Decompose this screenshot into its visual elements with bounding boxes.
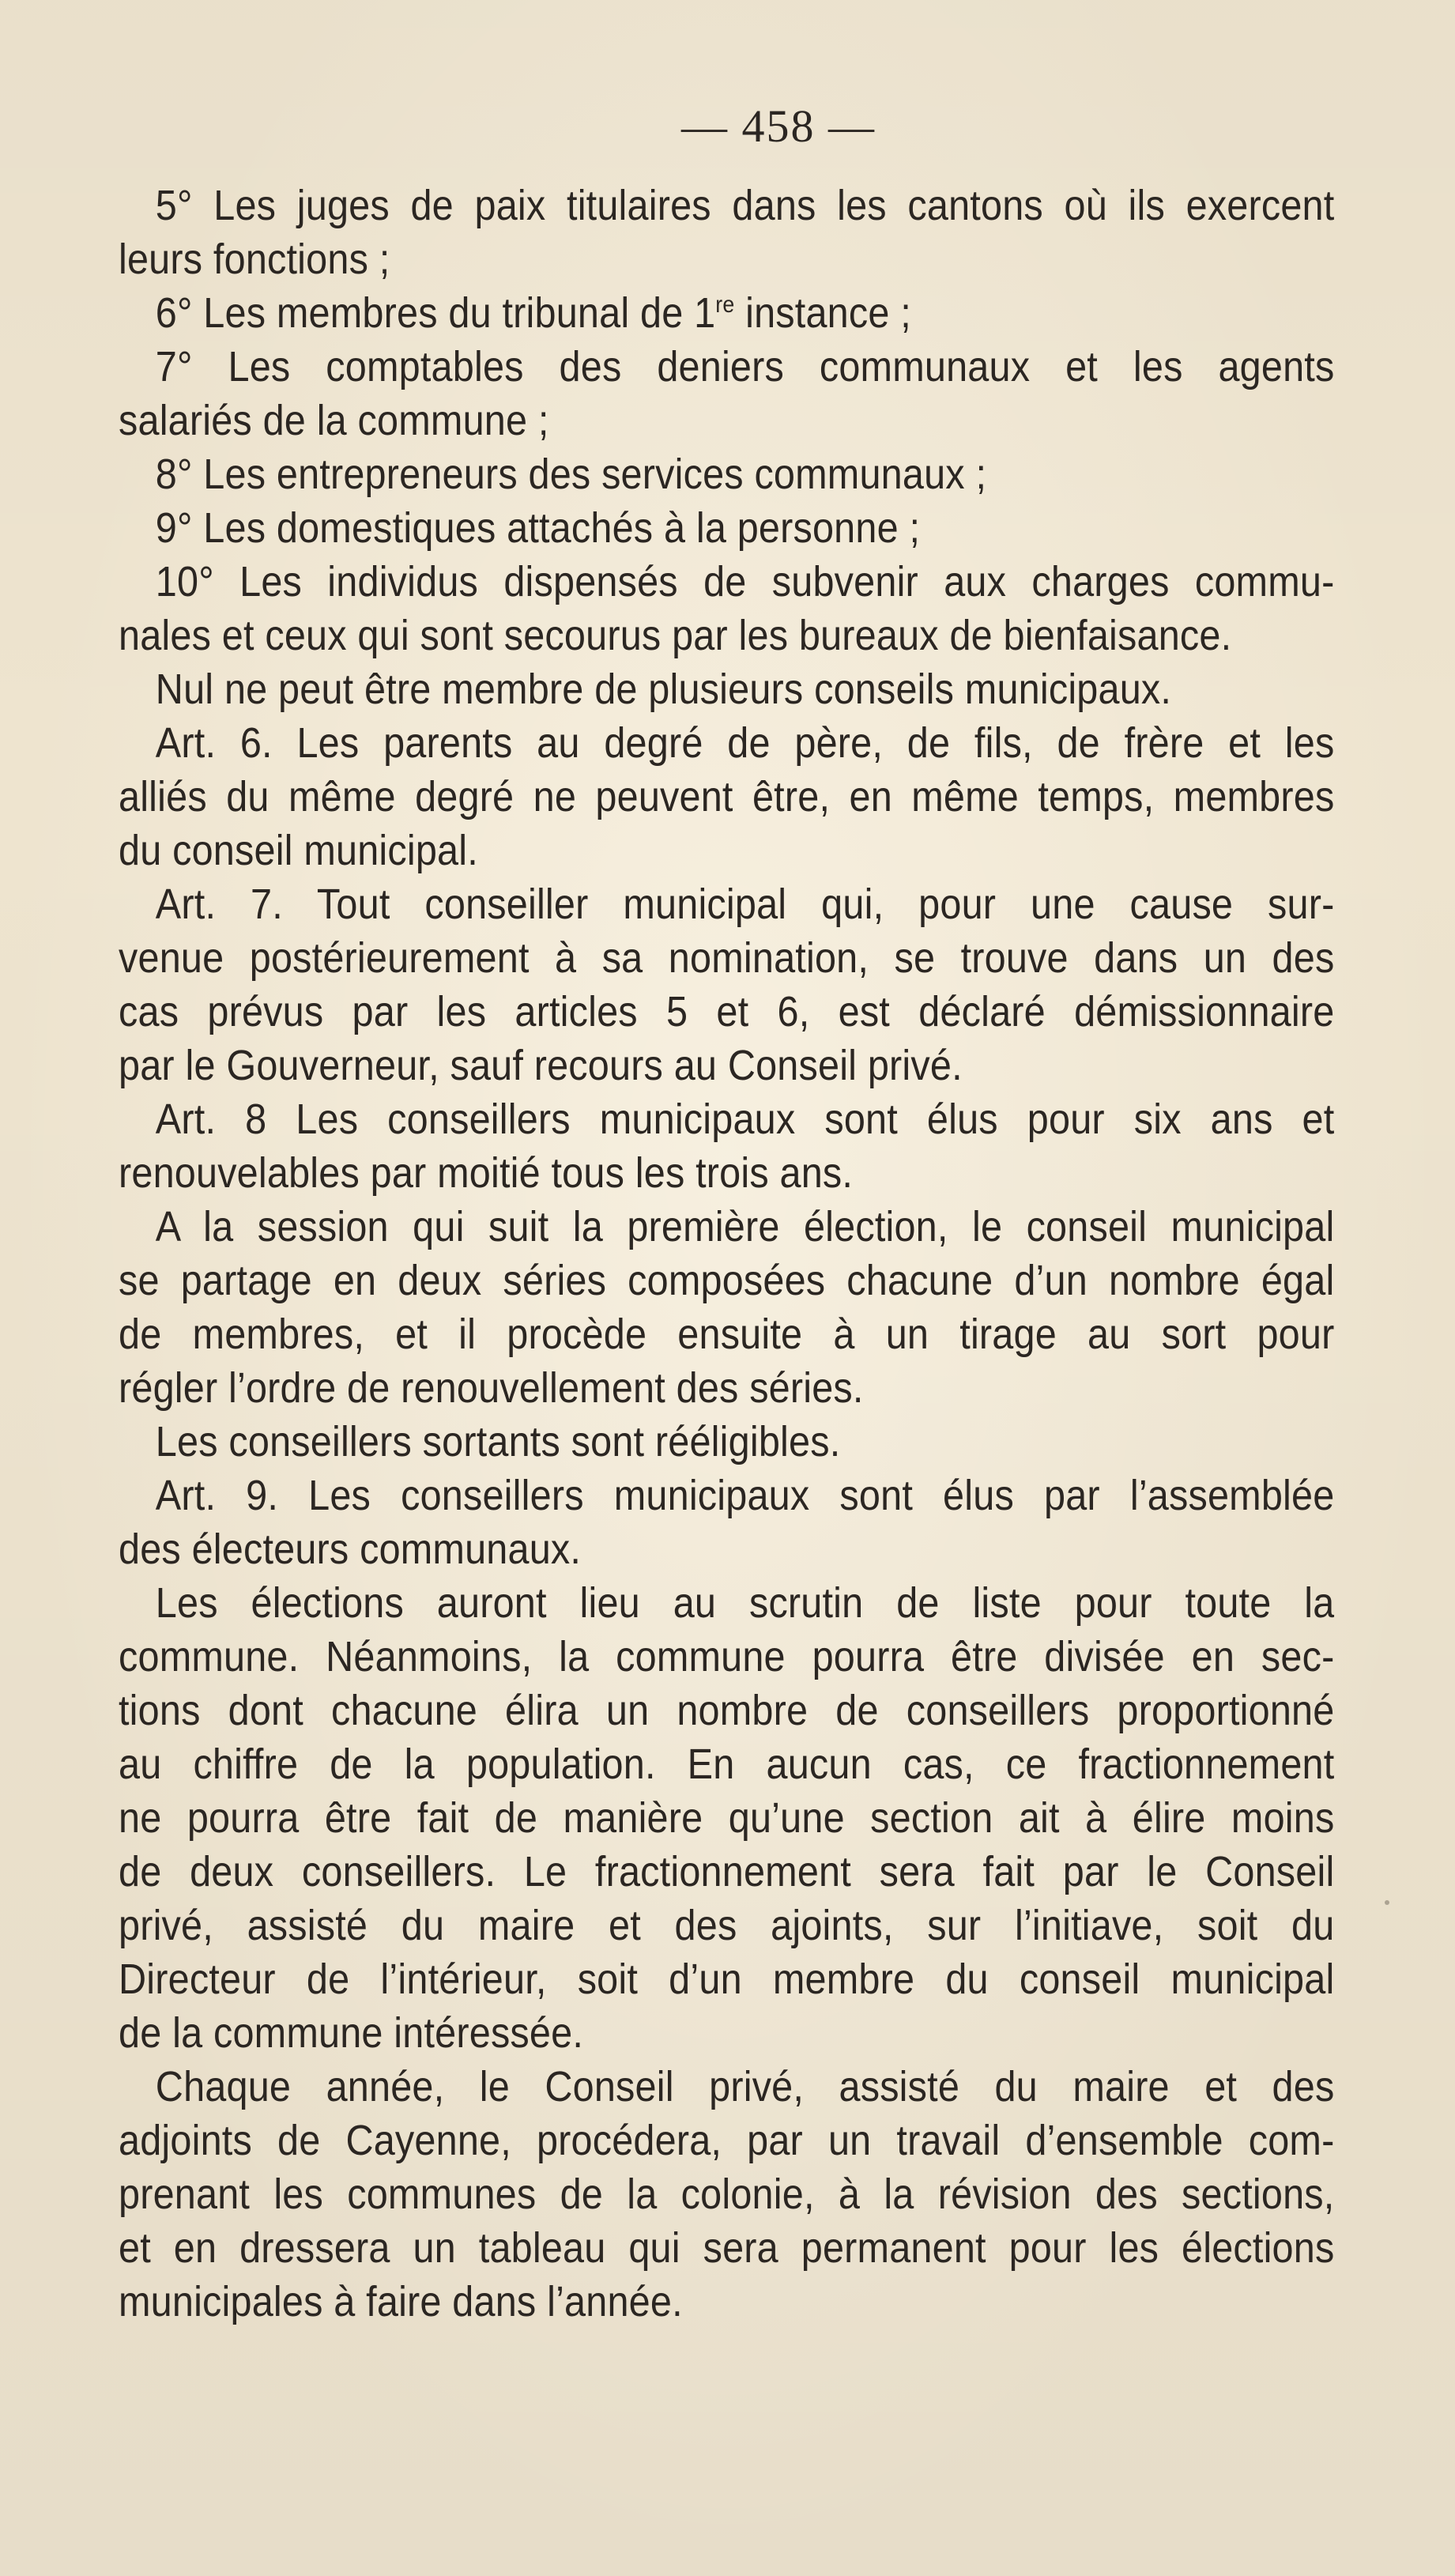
text-line: 5° Les juges de paix titulaires dans les cantons où ils exercent bbox=[155, 182, 1335, 229]
text-line: du conseil municipal. bbox=[119, 827, 478, 874]
text-line: salariés de la commune ; bbox=[119, 397, 549, 444]
text-line: régler l’ordre de renouvellement des séries. bbox=[119, 1364, 864, 1412]
text-line: renouvelables par moitié tous les trois ans. bbox=[119, 1149, 854, 1197]
text-line: Nul ne peut être membre de plusieurs conseils municipaux. bbox=[155, 666, 1172, 713]
text-line: privé, assisté du maire et des ajoints, sur l’initiave, soit du bbox=[119, 1902, 1335, 1949]
text-line: 6° Les membres du tribunal de 1re instance ; bbox=[155, 289, 911, 337]
text-line: Chaque année, le Conseil privé, assisté du maire et des bbox=[155, 2063, 1335, 2110]
body-text bbox=[119, 179, 1336, 2329]
text-line: nales et ceux qui sont secourus par les bureaux de bienfaisance. bbox=[119, 612, 1232, 659]
text-line: Art. 7. Tout conseiller municipal qui, pour une cause sur- bbox=[155, 881, 1335, 928]
text-line: leurs fonctions ; bbox=[119, 236, 390, 283]
text-line: et en dressera un tableau qui sera permanent pour les élections bbox=[119, 2224, 1335, 2272]
text-line: Art. 9. Les conseillers municipaux sont élus par l’assemblée bbox=[155, 1472, 1335, 1519]
text-line: 7° Les comptables des deniers communaux et les agents bbox=[155, 343, 1335, 390]
text-line: Art. 6. Les parents au degré de père, de fils, de frère et les bbox=[155, 719, 1335, 767]
text-line: A la session qui suit la première élection, le conseil municipal bbox=[155, 1203, 1335, 1250]
text-line: adjoints de Cayenne, procédera, par un travail d’ensemble com- bbox=[119, 2117, 1335, 2164]
text-line: 9° Les domestiques attachés à la personne ; bbox=[155, 504, 921, 552]
text-line: ne pourra être fait de manière qu’une section ait à élire moins bbox=[119, 1794, 1335, 1842]
text-line: commune. Néanmoins, la commune pourra être divisée en sec- bbox=[119, 1633, 1335, 1680]
text-line: de membres, et il procède ensuite à un tirage au sort pour bbox=[119, 1311, 1335, 1358]
text-line: prenant les communes de la colonie, à la révision des sections, bbox=[119, 2171, 1335, 2218]
text-line: Directeur de l’intérieur, soit d’un membre du conseil municipal bbox=[119, 1956, 1335, 2003]
text-line: se partage en deux séries composées chacune d’un nombre égal bbox=[119, 1257, 1335, 1304]
ordinal-superscript: re bbox=[715, 292, 735, 318]
text-line: de la commune intéressée. bbox=[119, 2009, 584, 2057]
text-line: cas prévus par les articles 5 et 6, est déclaré démissionnaire bbox=[119, 988, 1335, 1035]
book-page bbox=[119, 95, 1336, 2466]
text-line: venue postérieurement à sa nomination, se trouve dans un des bbox=[119, 934, 1335, 982]
text-line: alliés du même degré ne peuvent être, en même temps, membres bbox=[119, 773, 1335, 820]
text-line: Les conseillers sortants sont rééligibles. bbox=[155, 1418, 841, 1465]
text-line: 10° Les individus dispensés de subvenir aux charges commu- bbox=[155, 558, 1335, 605]
text-line: 8° Les entrepreneurs des services communaux ; bbox=[155, 451, 987, 498]
text-line: des électeurs communaux. bbox=[119, 1526, 582, 1573]
text-line: de deux conseillers. Le fractionnement sera fait par le Conseil bbox=[119, 1848, 1335, 1895]
text-line: au chiffre de la population. En aucun cas, ce fractionnement bbox=[119, 1741, 1335, 1788]
page-number: — 458 — bbox=[681, 100, 876, 152]
text-line: municipales à faire dans l’année. bbox=[119, 2278, 683, 2325]
text-line: Art. 8 Les conseillers municipaux sont élus pour six ans et bbox=[155, 1096, 1335, 1143]
text-line: Les élections auront lieu au scrutin de liste pour toute la bbox=[155, 1579, 1335, 1627]
text-line: tions dont chacune élira un nombre de conseillers proportionné bbox=[119, 1687, 1335, 1734]
text-line: par le Gouverneur, sauf recours au Conseil privé. bbox=[119, 1042, 963, 1089]
ink-speck bbox=[1385, 1900, 1389, 1905]
